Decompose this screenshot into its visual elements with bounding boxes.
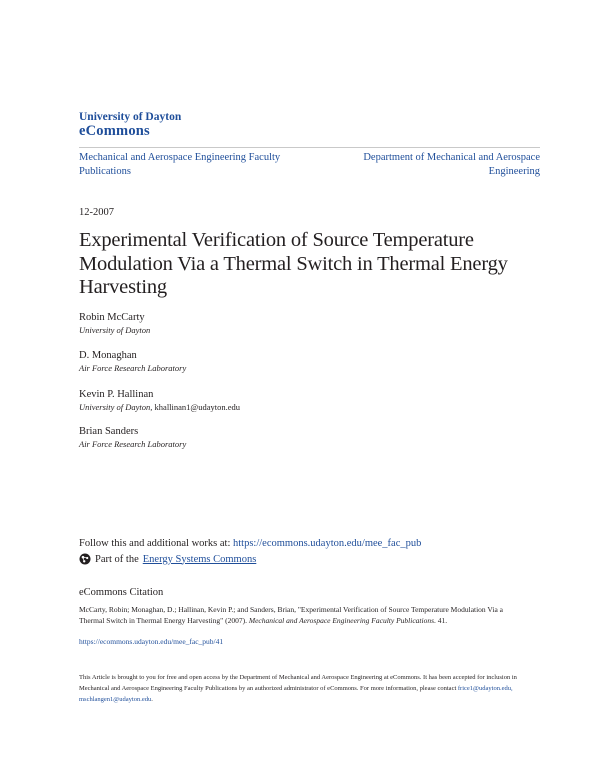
- energy-systems-commons-link[interactable]: Energy Systems Commons: [142, 553, 257, 565]
- author-name: Kevin P. Hallinan: [79, 389, 154, 400]
- author-block: [79, 388, 240, 413]
- collection-link[interactable]: Mechanical and Aerospace Engineering Faculty Publications: [79, 152, 281, 177]
- author-email[interactable]: khallinan1@udayton.edu: [154, 402, 241, 412]
- part-of-line: [79, 553, 256, 565]
- author-name: D. Monaghan: [79, 350, 137, 361]
- department-link[interactable]: Department of Mechanical and Aerospace Engineering: [363, 152, 540, 177]
- institution-name: University of Dayton: [79, 111, 182, 123]
- author-affiliation: Air Force Research Laboratory: [79, 439, 187, 449]
- footer-text: This Article is brought to you for free and open access by the Department of Mechanical and Aerospace Engineering at eCommons. It has been accepted for inclusion in Mechanical and Aerospace Engineering Faculty Publications by an authorized administrator of eCommons. For more information, please contact: [79, 674, 517, 692]
- author-block: [79, 311, 150, 336]
- author-name: Brian Sanders: [79, 426, 139, 437]
- contact-email-link[interactable]: frice1@udayton.edu, mschlangen1@udayton.edu: [79, 685, 513, 703]
- author-block: [79, 349, 186, 374]
- citation-number: . 41.: [434, 616, 448, 625]
- follow-line: [79, 538, 421, 549]
- citation-heading: eCommons Citation: [79, 587, 164, 598]
- follow-label: Follow this and additional works at:: [79, 538, 231, 549]
- header-divider: [79, 147, 540, 148]
- part-of-label: Part of the: [95, 553, 139, 565]
- network-icon: [79, 553, 91, 565]
- publication-date: 12-2007: [79, 207, 114, 218]
- footer-end: .: [151, 696, 153, 703]
- article-title: Experimental Verification of Source Temperature Modulation Via a Thermal Switch in Thermal Energy Harvesting: [79, 229, 508, 298]
- citation-journal: Mechanical and Aerospace Engineering Faculty Publications: [248, 616, 434, 625]
- author-affiliation: [79, 401, 240, 413]
- affiliation-text: University of Dayton,: [79, 402, 153, 412]
- repository-name[interactable]: eCommons: [79, 123, 150, 139]
- citation-authors: McCarty, Robin; Monaghan, D.; Hallinan, Kevin P.; and Sanders, Brian, "Experimental Verification of Source Temperature Modulation Via a Thermal Switch in Thermal Energy Harvesting" (2007).: [79, 605, 504, 625]
- citation-text: [79, 604, 524, 626]
- collection-url-link[interactable]: https://ecommons.udayton.edu/mee_fac_pub: [233, 538, 422, 549]
- author-affiliation: University of Dayton: [79, 325, 151, 335]
- footer-notice: [79, 672, 524, 705]
- author-affiliation: Air Force Research Laboratory: [79, 363, 187, 373]
- author-name: Robin McCarty: [79, 312, 145, 323]
- author-block: [79, 425, 186, 450]
- citation-url-link[interactable]: https://ecommons.udayton.edu/mee_fac_pub/41: [79, 637, 224, 646]
